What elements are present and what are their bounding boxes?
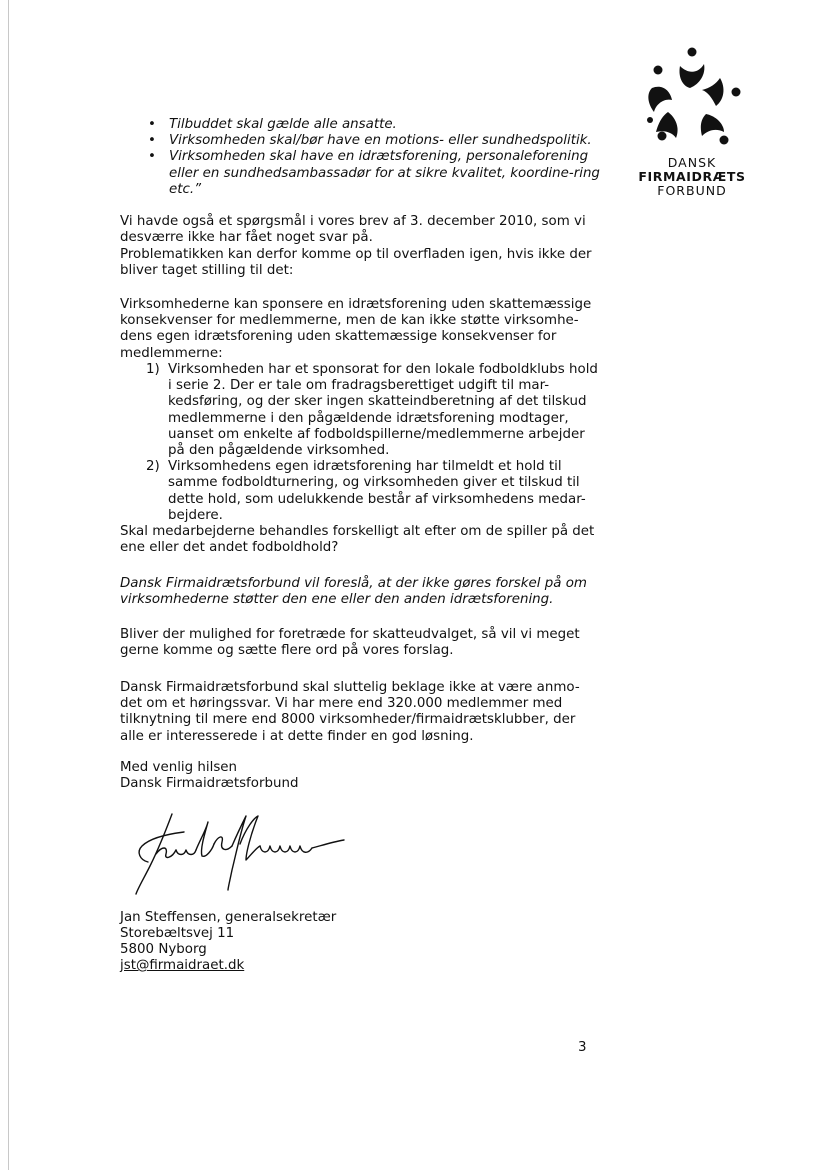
bullet-item: • Virksomheden skal/bør have en motions- eller sundhedspolitik. <box>148 133 608 149</box>
sender-city: 5800 Nyborg <box>120 942 207 957</box>
signature-icon <box>128 810 358 900</box>
sender-name-title: Jan Steffensen, generalsekretær <box>120 910 337 925</box>
sender-email-link[interactable]: jst@firmaidraet.dk <box>120 958 245 973</box>
handwritten-signature <box>128 810 358 904</box>
item-text: Virksomhedens egen idrætsforening har tilmeldt et hold til samme fodboldturnering, og virksomheden giver et tilskud til dette hold, som udelukkende består af virksomhedens medar-bejdere. <box>168 459 586 523</box>
paragraph-treatment-question: Skal medarbejderne behandles forskelligt alt efter om de spiller på det ene eller det andet fodboldhold? <box>120 524 595 556</box>
logo-line-3: FORBUND <box>657 183 727 198</box>
example-numbered-list <box>120 362 600 524</box>
item-text: Virksomheden har et sponsorat for den lokale fodboldklubs hold i serie 2. Der er tale om fradragsberettiget udgift til mar-kedsføring, og der sker ingen skatteindberetning af det tilskud medlemmerne i den pågældende idrætsforening modtager, uanset om enkelte af fodboldspillerne/medlemmerne arbejder på den pågældende virksomhed. <box>168 362 598 459</box>
numbered-item <box>120 362 600 459</box>
closing-greeting: Med venlig hilsen <box>120 760 238 775</box>
sender-street: Storebæltsvej 11 <box>120 926 235 941</box>
scan-edge-line <box>8 0 9 1170</box>
page-number: 3 <box>578 1040 587 1055</box>
paragraph-question: Vi havde også et spørgsmål i vores brev af 3. december 2010, som vi desværre ikke har fået noget svar på. <box>120 214 586 246</box>
paragraph-regret: Dansk Firmaidrætsforbund skal sluttelig beklage ikke at være anmo-det om et høringssvar. Vi har mere end 320.000 medlemmer med tilknytning til mere end 8000 virksomheder/firmaidrætsklubber, der alle er interesserede i at dette finder en god løsning. <box>120 680 580 744</box>
dansk-firmaidraet-logo <box>632 44 752 198</box>
star-figures-icon <box>640 44 744 154</box>
item-number: 2) <box>146 459 160 475</box>
paragraph-sponsor: Virksomhederne kan sponsere en idrætsforening uden skattemæssige konsekvenser for medlemmerne, men de kan ikke støtte virksomhe-dens egen idrætsforening uden skattemæssige konsekvenser for medlemmerne: <box>120 297 592 361</box>
paragraph-problem: Problematikken kan derfor komme op til overfladen igen, hvis ikke der bliver taget stilling til det: <box>120 247 592 279</box>
logo-line-1: DANSK <box>667 155 717 170</box>
closing-organization: Dansk Firmaidrætsforbund <box>120 776 299 791</box>
paragraph-proposal: Dansk Firmaidrætsforbund vil foreslå, at der ikke gøres forskel på om virksomhederne støtter den ene eller den anden idrætsforening. <box>120 576 587 608</box>
numbered-item <box>120 459 600 524</box>
bullet-item: • Tilbuddet skal gælde alle ansatte. <box>148 117 608 133</box>
bullet-item: • Virksomheden skal have en idrætsforening, personaleforening eller en sundhedsambassadør for at sikre kvalitet, koordine-ring etc.” <box>148 149 608 198</box>
paragraph-opportunity: Bliver der mulighed for foretræde for skatteudvalget, så vil vi meget gerne komme og sætte flere ord på vores forslag. <box>120 627 580 659</box>
logo-line-2: FIRMAIDRÆTS <box>638 169 746 184</box>
criteria-bullet-list <box>148 117 608 198</box>
item-number: 1) <box>146 362 160 377</box>
